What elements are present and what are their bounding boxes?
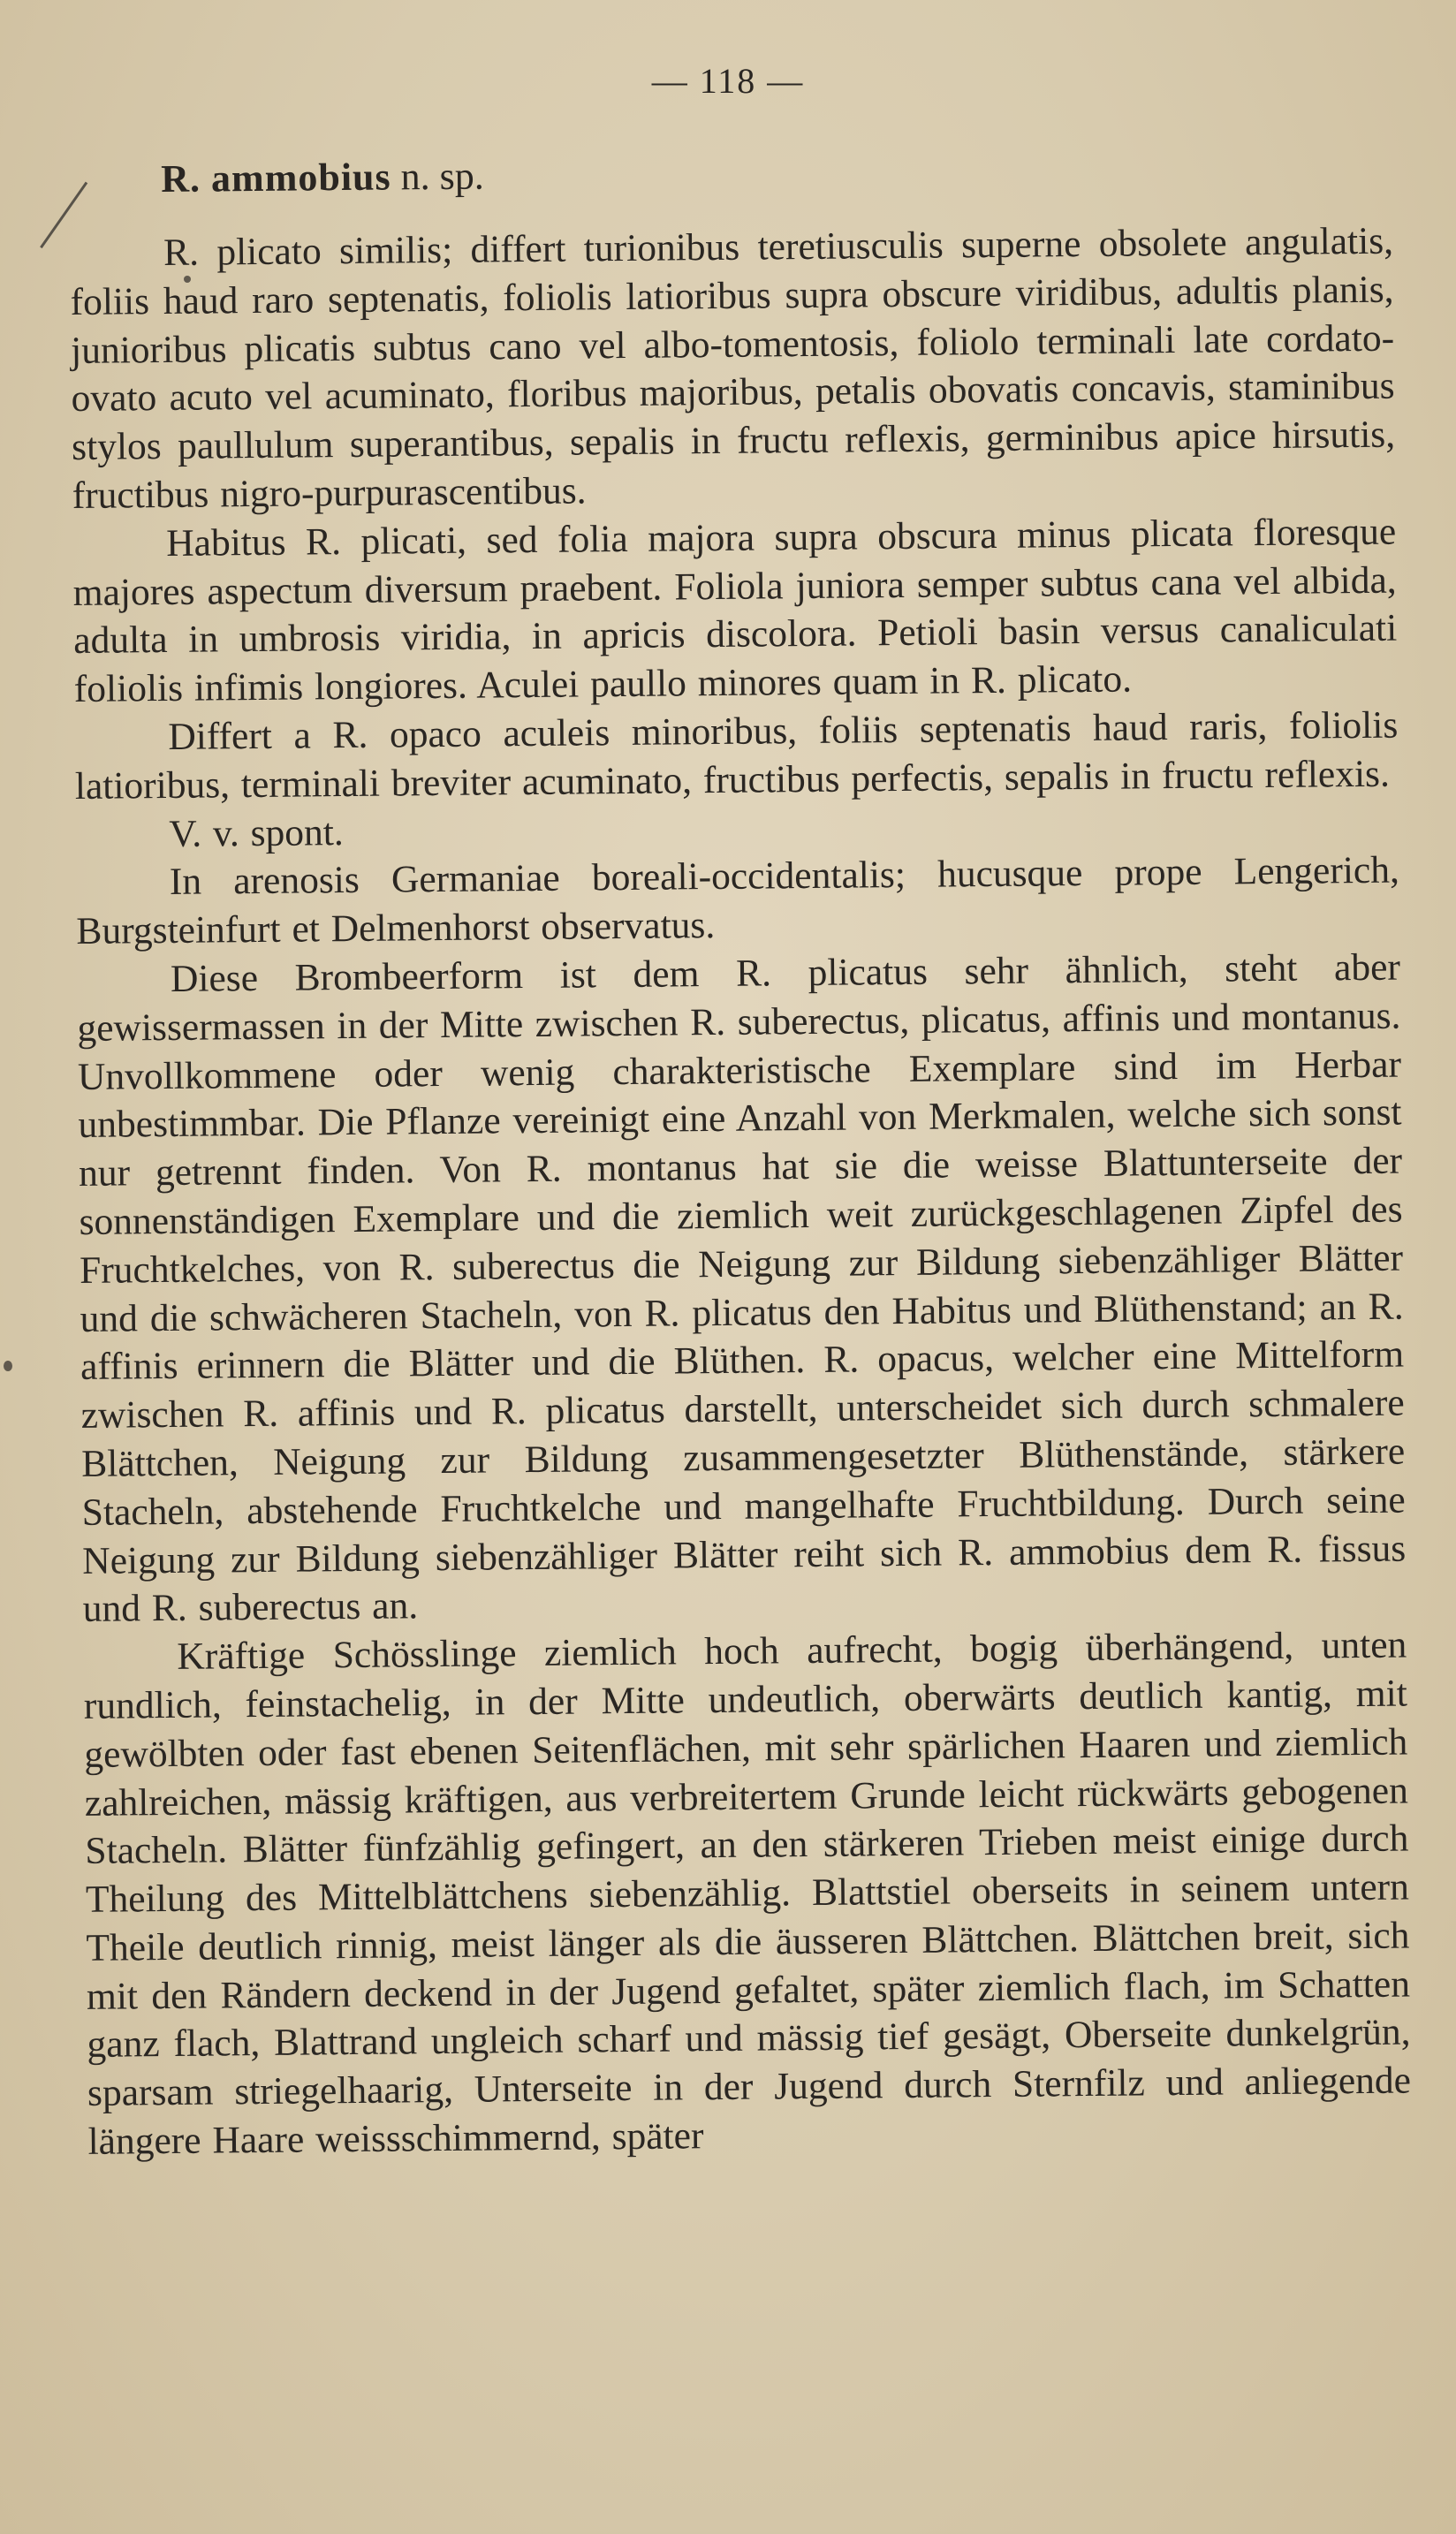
paragraph-locality: In arenosis Germaniae boreali-occidentalis; hucusque prope Lengerich, Burgsteinfurt et Delmenhorst observatus. [76, 848, 1400, 953]
paragraph-habitus: Habitus R. plicati, sed folia majora supra obscura minus plicata floresque majores aspectum diversum praebent. Foliola juniora semper subtus cana vel albida, adulta in umbrosis viridia, in apricis discolora. Petioli basin versus canaliculati foliolis infimis longiores. Aculei paullo minores quam in R. plicato. [72, 510, 1398, 711]
species-suffix: n. sp. [400, 154, 484, 199]
paragraph-description: Kräftige Schösslinge ziemlich hoch aufrecht, bogig überhängend, unten rundlich, feinstachelig, in der Mitte undeutlich, oberwärts deutlich kantig, mit gewölbten oder fast ebenen Seitenflächen, mit sehr spärlichen Haaren und ziemlich zahlreichen, mässig kräftigen, aus verbreitertem Grunde leicht rückwärts gebogenen Stacheln. Blätter fünfzählig gefingert, an den stärkeren Trieben meist einige durch Theilung des Mittelblättchens siebenzählig. Blattstiel oberseits in seinem untern Theile deutlich rinnig, meist länger als die äusseren Blättchen. Blättchen breit, sich mit den Rändern deckend in der Jugend gefaltet, später ziemlich flach, im Schatten ganz flach, Blattrand ungleich scharf und mässig tief gesägt, Oberseite dunkelgrün, sparsam striegelhaarig, Unterseite in der Jugend durch Sternfilz und anliegende längere Haare weissschimmernd, später [83, 1623, 1412, 2163]
paragraph-vidi: V. v. spont. [169, 810, 344, 855]
paragraph-diagnosis: R. plicato similis; differt turionibus teretiusculis superne obsolete angulatis, foliis haud raro septenatis, foliolis latioribus supra obscure viridibus, adultis planis, junioribus plicatis subtus cano vel albo-tomentosis, foliolo terminali late cordato-ovato acuto vel acuminato, floribus majoribus, petalis obovatis concavis, staminibus stylos paullulum superantibus, sepalis in fructu reflexis, germinibus apice hirsutis, fructibus nigro-purpurascentibus. [70, 219, 1396, 517]
paragraph-differt: Differt a R. opaco aculeis minoribus, foliis septenatis haud raris, foliolis latioribus, terminali breviter acuminato, fructibus perfectis, sepalis in fructu reflexis. [74, 703, 1399, 808]
page-text [69, 143, 1412, 2166]
species-name: R. ammobius [161, 155, 391, 201]
paragraph-discussion: Diese Brombeerform ist dem R. plicatus sehr ähnlich, steht aber gewissermassen in der Mitte zwischen R. suberectus, plicatus, affinis und montanus. Unvollkommene oder wenig charakteristische Exemplare sind im Herbar unbestimmbar. Die Pflanze vereinigt eine Anzahl von Merkmalen, welche sich sonst nur getrennt finden. Von R. montanus hat sie die weisse Blattunterseite der sonnenständigen Exemplare und die ziemlich weit zurückgeschlagenen Zipfel des Fruchtkelches, von R. suberectus die Neigung zur Bildung siebenzähliger Blätter und die schwächeren Stacheln, von R. plicatus den Habitus und Blüthenstand; an R. affinis erinnern die Blätter und die Blüthen. R. opacus, welcher eine Mittelform zwischen R. affinis und R. plicatus darstellt, unterscheidet sich durch schmalere Blättchen, Neigung zur Bildung zusammengesetzter Blüthenstände, stärkere Stacheln, abstehende Fruchtkelche und mangelhafte Fruchtbildung. Durch seine Neigung zur Bildung siebenzähliger Blätter reiht sich R. ammobius dem R. fissus und R. suberectus an. [77, 945, 1407, 1631]
ink-speck [4, 1361, 12, 1371]
species-heading [161, 143, 1392, 204]
page-number: — 118 — [651, 61, 805, 101]
